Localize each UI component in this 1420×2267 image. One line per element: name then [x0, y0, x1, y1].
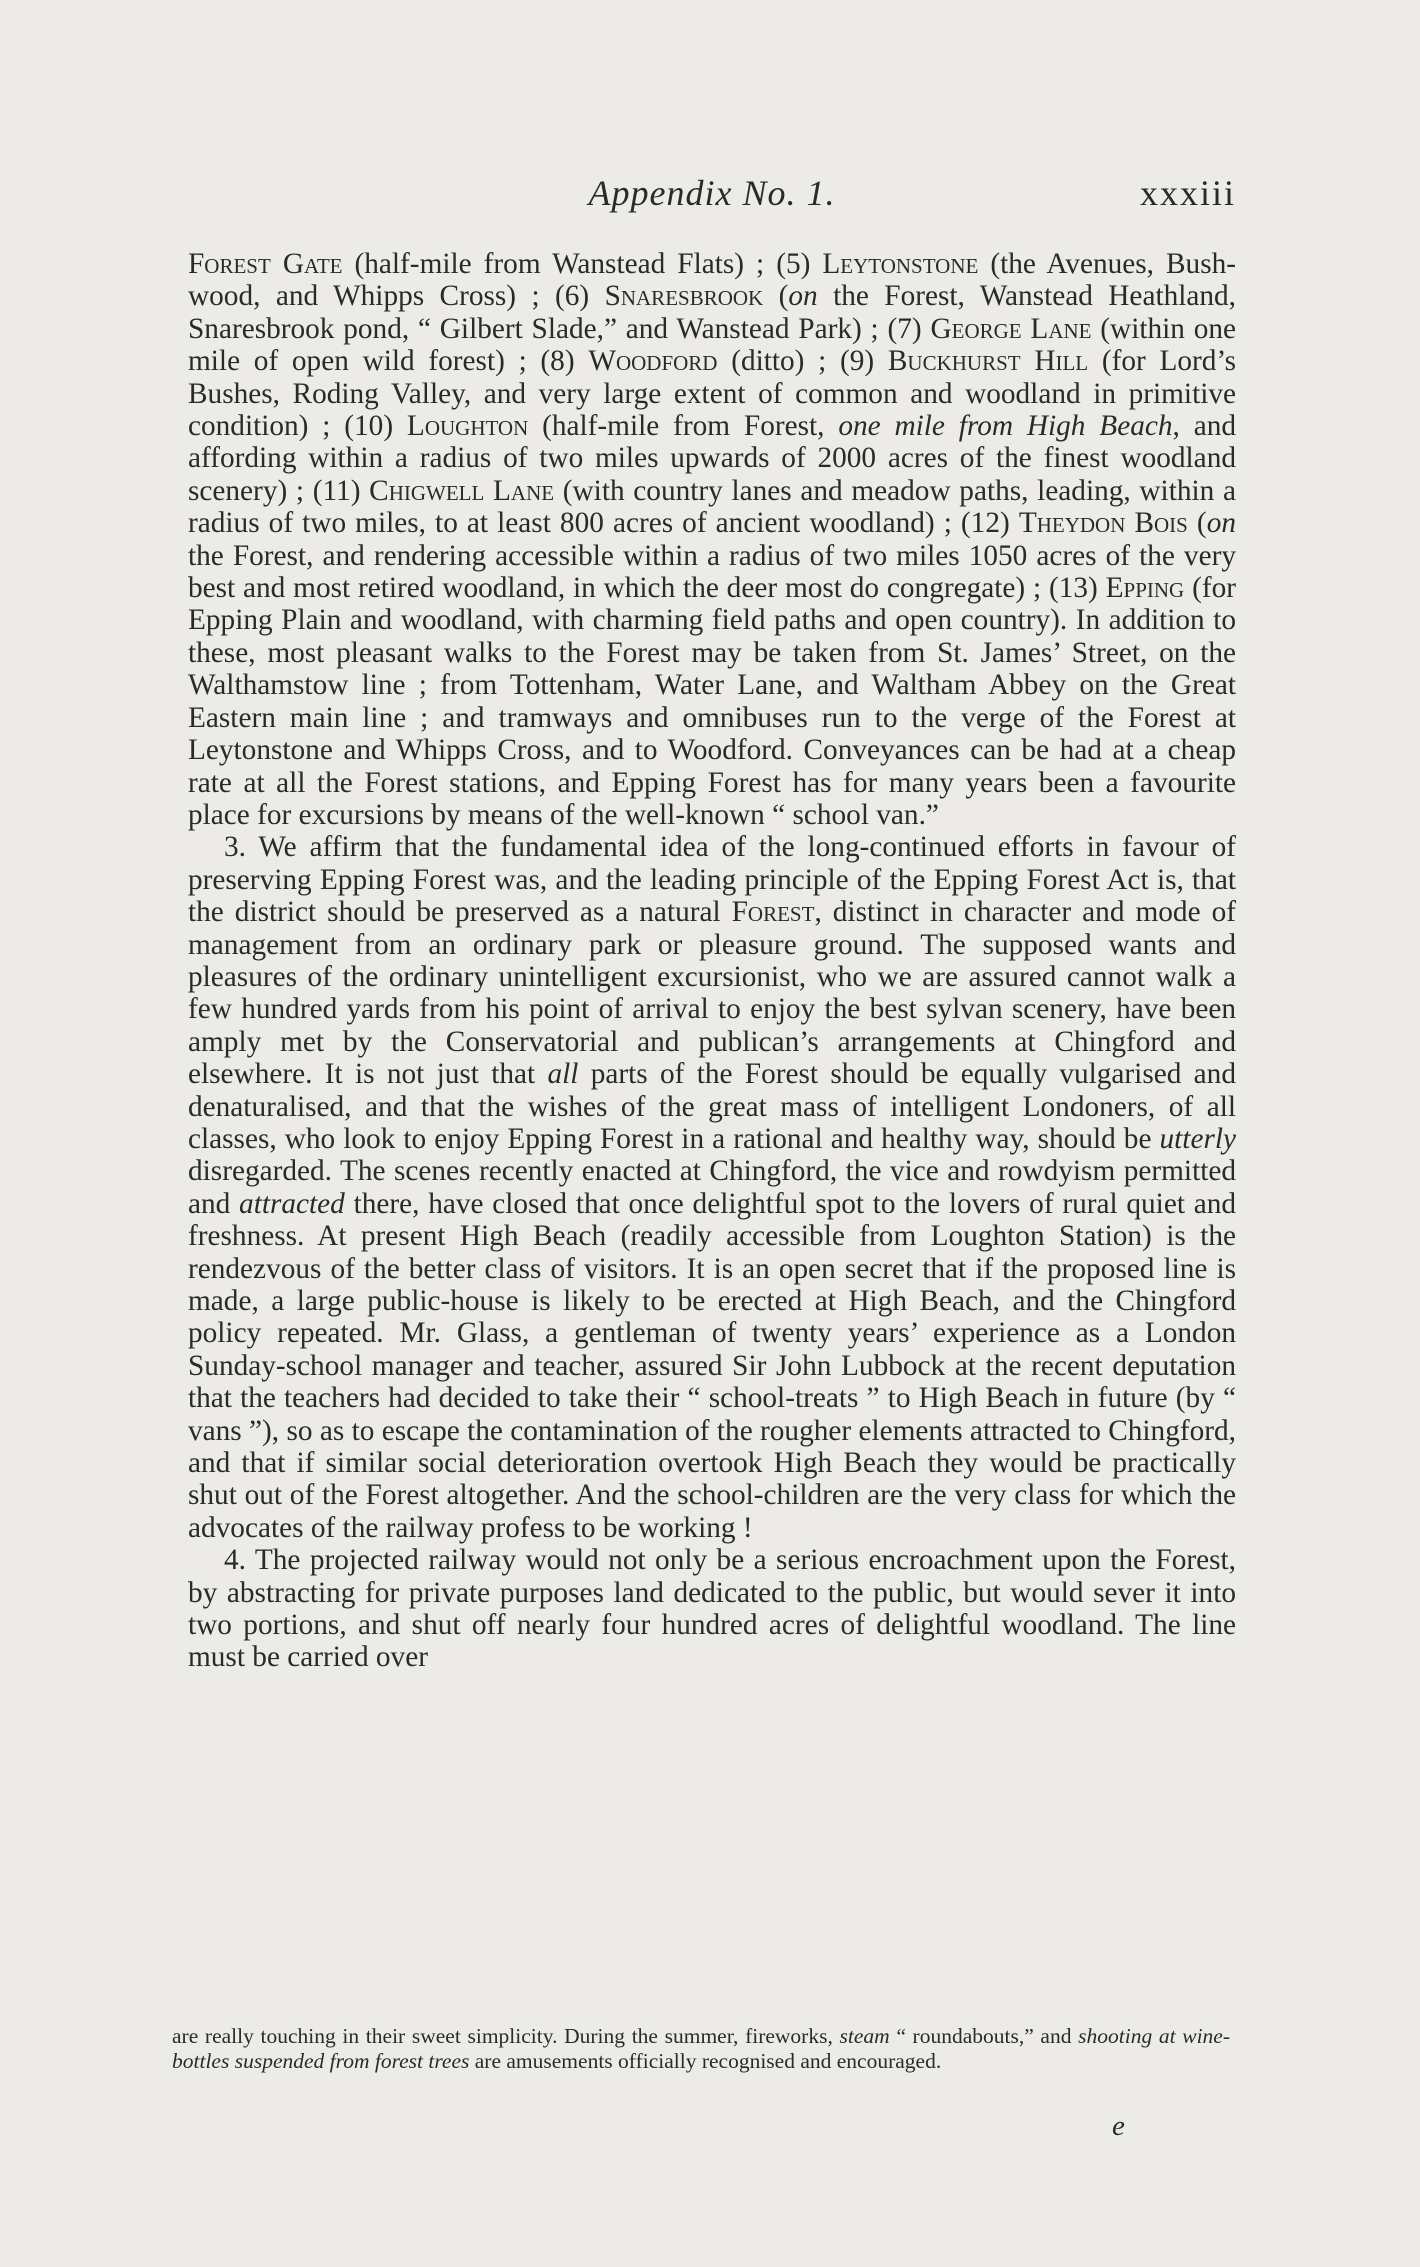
text-run: 4. The projected railway would not only be a serious encroachment upon the Forest, by abstracting for private purposes land dedicated to the public, but would sever it into two portions, and shut off nearly four hundred acres of delightful woodland. The line must be carried over — [188, 1544, 1236, 1674]
text-run: (half-mile from Wanstead Flats) ; (5) — [342, 248, 823, 280]
text-run: (for Lord’s Bushes, Roding Valley, and very large extent of common and woodland in primitive condition) ; (10) — [188, 345, 1236, 443]
body-text — [188, 248, 1236, 1674]
text-run: (the Avenues, Bush-wood, and Whipps Cross) ; (6) — [188, 248, 1236, 313]
text-run: Chigwell Lane — [369, 474, 555, 507]
text-run: (with country lanes and meadow paths, leading, within a radius of two miles, to at least 800 acres of ancient woodland) ; (12) — [188, 474, 1236, 540]
text-run: , and affording within a radius of two miles upwards of 2000 acres of the finest woodland scenery) ; (11) — [188, 410, 1236, 507]
text-run: all — [547, 1058, 579, 1091]
text-run: Buckhurst Hill — [887, 345, 1089, 378]
footnote-text — [172, 2024, 1230, 2074]
text-run: Leytonstone — [822, 248, 979, 280]
text-run: “ roundabouts,” and — [889, 2024, 1079, 2048]
text-run: the Forest, and rendering accessible within a radius of two miles 1050 acres of the very best and most retired woodland, in which the deer most do congregate) ; (13) — [188, 539, 1236, 605]
text-run: (ditto) ; (9) — [717, 345, 888, 378]
text-run: Forest — [731, 896, 815, 929]
text-run: on — [788, 280, 818, 313]
text-run: are really touching in their sweet simplicity. During the summer, fireworks, — [172, 2024, 840, 2048]
text-run: ( — [1187, 507, 1207, 540]
text-run: steam — [839, 2024, 890, 2048]
paragraph-stations — [188, 248, 1236, 831]
text-run: shooting at wine-bottles suspended from forest trees — [172, 2024, 1231, 2073]
text-run: Epping — [1105, 572, 1185, 605]
text-run: ( — [763, 280, 789, 313]
text-run: (within one mile of open wild forest) ; (8) — [188, 312, 1237, 378]
text-run: Snaresbrook — [604, 280, 764, 313]
text-run: one mile from High Beach — [838, 410, 1173, 443]
text-run: attracted — [239, 1187, 345, 1220]
text-run: (half-mile from Forest, — [528, 410, 839, 443]
text-run: utterly — [1159, 1122, 1236, 1155]
text-run: , distinct in character and mode of management from an ordinary park or pleasure ground. The supposed wants and pleasures of the ordinary unintelligent excursionist, who we are assured cannot walk a few hundred yards from his point of arrival to enjoy the best sylvan scenery, have been amply met by the Conservatorial and publican’s arrangements at Chingford and elsewhere. It is not just that — [188, 896, 1236, 1091]
text-run: Woodford — [588, 345, 718, 378]
text-run: Theydon Bois — [1018, 507, 1188, 540]
text-run: George Lane — [930, 312, 1092, 345]
text-run: are amusements officially recognised and encouraged. — [469, 2049, 942, 2073]
page-header — [188, 172, 1236, 222]
text-run: Forest Gate — [188, 248, 343, 280]
page-number: xxxiii — [1139, 173, 1236, 213]
text-run: on — [1206, 507, 1236, 540]
signature-mark: e — [1112, 2110, 1125, 2142]
footnote — [172, 2024, 1230, 2074]
paragraph-4 — [188, 1544, 1236, 1674]
text-run: there, have closed that once delightful spot to the lovers of rural quiet and freshness. At present High Beach (readily accessible from Loughton Station) is the rendezvous of the better class of visitors. It is an open secret that if the proposed line is made, a large public-house is likely to be erected at High Beach, and the Chingford policy repeated. Mr. Glass, a gentleman of twenty years’ experience as a London Sunday-school manager and teacher, assured Sir John Lubbock at the recent deputation that the teachers had decided to take their “ school-treats ” to High Beach in future (by “ vans ”), so as to escape the contamination of the rougher elements attracted to Chingford, and that if similar social deterioration overtook High Beach they would be practically shut out of the Forest altogether. And the school-children are the very class for which the advocates of the railway profess to be working ! — [188, 1187, 1237, 1544]
running-title: Appendix No. 1. — [588, 173, 836, 213]
text-run: Loughton — [406, 410, 529, 443]
text-run: disregarded. The scenes recently enacted at Chingford, the vice and rowdyism permitted and — [188, 1155, 1236, 1220]
text-run: parts of the Forest should be equally vulgarised and denaturalised, and that the wishes of the great mass of intelligent Londoners, of all classes, who look to enjoy Epping Forest in a rational and healthy way, should be — [188, 1058, 1236, 1155]
text-run: 3. We affirm that the fundamental idea of the long-continued efforts in favour of preserving Epping Forest was, and the leading principle of the Epping Forest Act is, that the district should be preserved as a natural — [188, 831, 1236, 929]
text-run: (for Epping Plain and woodland, with charming field paths and open country). In addition to these, most pleasant walks to the Forest may be taken from St. James’ Street, on the Walthamstow line ; from Tottenham, Water Lane, and Waltham Abbey on the Great Eastern main line ; and tramways and omnibuses run to the verge of the Forest at Leytonstone and Whipps Cross, and to Woodford. Conveyances can be had at a cheap rate at all the Forest stations, and Epping Forest has for many years been a favourite place for excursions by means of the well-known “ school van.” — [188, 572, 1236, 831]
text-run: the Forest, Wanstead Heathland, Snaresbrook pond, “ Gilbert Slade,” and Wanstead Park) ; (7) — [188, 280, 1236, 345]
paragraph-3 — [188, 831, 1236, 1544]
